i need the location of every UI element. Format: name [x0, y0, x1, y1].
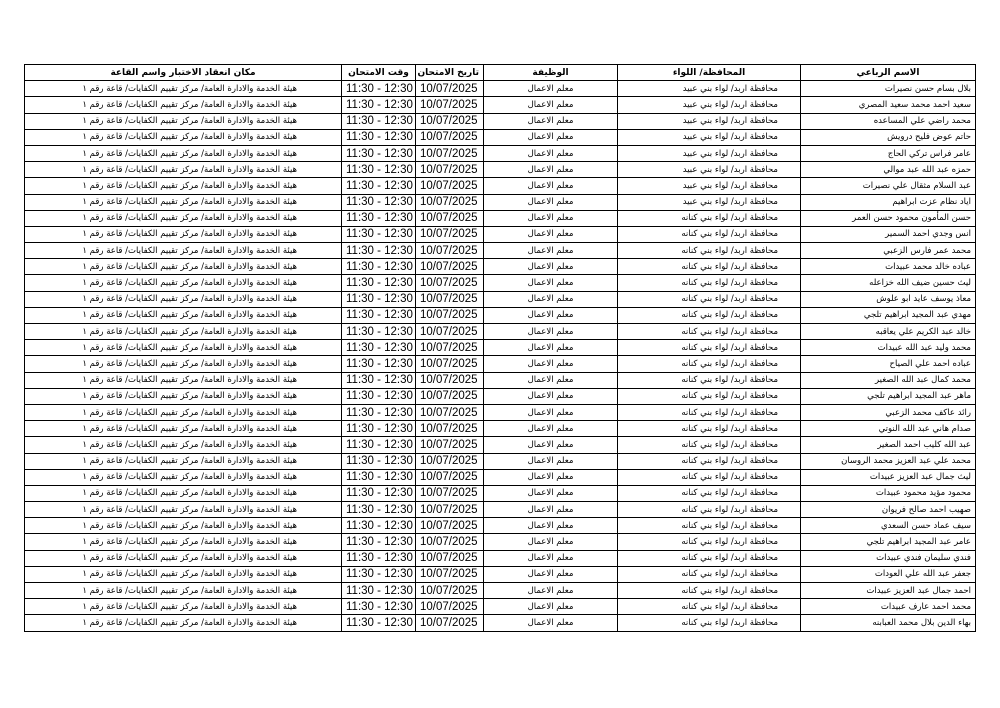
- cell-job: معلم الاعمال: [484, 469, 618, 485]
- cell-time: 11:30 - 12:30: [342, 81, 416, 97]
- cell-governorate: محافظة اربد/ لواء بني كنانه: [618, 404, 801, 420]
- table-row: [25, 583, 976, 599]
- cell-time: 11:30 - 12:30: [342, 421, 416, 437]
- cell-date: 10/07/2025: [416, 324, 484, 340]
- cell-name: ليث جمال عبد العزيز عبيدات: [801, 469, 976, 485]
- table-row: [25, 421, 976, 437]
- cell-place: هيئة الخدمة والادارة العامة/ مركز تقييم الكفايات/ قاعة رقم ١: [25, 566, 342, 582]
- cell-time: 11:30 - 12:30: [342, 97, 416, 113]
- table-row: [25, 453, 976, 469]
- cell-place: هيئة الخدمة والادارة العامة/ مركز تقييم الكفايات/ قاعة رقم ١: [25, 502, 342, 518]
- cell-job: معلم الاعمال: [484, 534, 618, 550]
- cell-time: 11:30 - 12:30: [342, 226, 416, 242]
- table-row: [25, 113, 976, 129]
- cell-time: 11:30 - 12:30: [342, 194, 416, 210]
- table-row: [25, 259, 976, 275]
- table-row: [25, 534, 976, 550]
- cell-governorate: محافظة اربد/ لواء بني عبيد: [618, 178, 801, 194]
- cell-place: هيئة الخدمة والادارة العامة/ مركز تقييم الكفايات/ قاعة رقم ١: [25, 145, 342, 161]
- cell-governorate: محافظة اربد/ لواء بني عبيد: [618, 194, 801, 210]
- table-row: [25, 81, 976, 97]
- cell-date: 10/07/2025: [416, 534, 484, 550]
- cell-governorate: محافظة اربد/ لواء بني كنانه: [618, 324, 801, 340]
- cell-date: 10/07/2025: [416, 340, 484, 356]
- cell-time: 11:30 - 12:30: [342, 534, 416, 550]
- cell-time: 11:30 - 12:30: [342, 437, 416, 453]
- table-row: [25, 194, 976, 210]
- cell-place: هيئة الخدمة والادارة العامة/ مركز تقييم الكفايات/ قاعة رقم ١: [25, 583, 342, 599]
- table-row: [25, 550, 976, 566]
- header-place: مكان انعقاد الاختبار واسم القاعة: [25, 65, 342, 81]
- cell-place: هيئة الخدمة والادارة العامة/ مركز تقييم الكفايات/ قاعة رقم ١: [25, 81, 342, 97]
- cell-time: 11:30 - 12:30: [342, 340, 416, 356]
- cell-governorate: محافظة اربد/ لواء بني كنانه: [618, 275, 801, 291]
- header-name: الاسم الرباعي: [801, 65, 976, 81]
- cell-job: معلم الاعمال: [484, 145, 618, 161]
- cell-date: 10/07/2025: [416, 226, 484, 242]
- cell-place: هيئة الخدمة والادارة العامة/ مركز تقييم الكفايات/ قاعة رقم ١: [25, 453, 342, 469]
- cell-job: معلم الاعمال: [484, 421, 618, 437]
- table-row: [25, 307, 976, 323]
- cell-date: 10/07/2025: [416, 518, 484, 534]
- table-row: [25, 324, 976, 340]
- cell-time: 11:30 - 12:30: [342, 291, 416, 307]
- header-row: [25, 65, 976, 81]
- cell-place: هيئة الخدمة والادارة العامة/ مركز تقييم الكفايات/ قاعة رقم ١: [25, 210, 342, 226]
- cell-governorate: محافظة اربد/ لواء بني كنانه: [618, 502, 801, 518]
- cell-date: 10/07/2025: [416, 372, 484, 388]
- cell-time: 11:30 - 12:30: [342, 129, 416, 145]
- cell-time: 11:30 - 12:30: [342, 453, 416, 469]
- table-row: [25, 291, 976, 307]
- cell-governorate: محافظة اربد/ لواء بني كنانه: [618, 615, 801, 631]
- cell-name: عامر فراس تركي الحاج: [801, 145, 976, 161]
- cell-name: سيف عماد حسن السعدي: [801, 518, 976, 534]
- cell-date: 10/07/2025: [416, 145, 484, 161]
- cell-date: 10/07/2025: [416, 404, 484, 420]
- cell-date: 10/07/2025: [416, 583, 484, 599]
- table-row: [25, 518, 976, 534]
- cell-job: معلم الاعمال: [484, 453, 618, 469]
- cell-time: 11:30 - 12:30: [342, 210, 416, 226]
- cell-governorate: محافظة اربد/ لواء بني كنانه: [618, 259, 801, 275]
- cell-time: 11:30 - 12:30: [342, 485, 416, 501]
- cell-governorate: محافظة اربد/ لواء بني عبيد: [618, 129, 801, 145]
- cell-place: هيئة الخدمة والادارة العامة/ مركز تقييم الكفايات/ قاعة رقم ١: [25, 421, 342, 437]
- cell-time: 11:30 - 12:30: [342, 178, 416, 194]
- cell-place: هيئة الخدمة والادارة العامة/ مركز تقييم الكفايات/ قاعة رقم ١: [25, 372, 342, 388]
- cell-name: سعيد احمد محمد سعيد المصري: [801, 97, 976, 113]
- table-row: [25, 372, 976, 388]
- exam-schedule-sheet: [24, 64, 975, 632]
- cell-time: 11:30 - 12:30: [342, 259, 416, 275]
- cell-date: 10/07/2025: [416, 129, 484, 145]
- cell-job: معلم الاعمال: [484, 210, 618, 226]
- exam-schedule-table: [24, 64, 976, 632]
- cell-job: معلم الاعمال: [484, 372, 618, 388]
- cell-date: 10/07/2025: [416, 97, 484, 113]
- cell-governorate: محافظة اربد/ لواء بني كنانه: [618, 307, 801, 323]
- header-job: الوظيفة: [484, 65, 618, 81]
- cell-time: 11:30 - 12:30: [342, 518, 416, 534]
- cell-job: معلم الاعمال: [484, 307, 618, 323]
- cell-place: هيئة الخدمة والادارة العامة/ مركز تقييم الكفايات/ قاعة رقم ١: [25, 599, 342, 615]
- cell-date: 10/07/2025: [416, 275, 484, 291]
- cell-date: 10/07/2025: [416, 453, 484, 469]
- cell-job: معلم الاعمال: [484, 599, 618, 615]
- table-row: [25, 388, 976, 404]
- table-row: [25, 162, 976, 178]
- cell-name: محمود مؤيد محمود عبيدات: [801, 485, 976, 501]
- cell-date: 10/07/2025: [416, 210, 484, 226]
- table-row: [25, 275, 976, 291]
- table-row: [25, 356, 976, 372]
- cell-job: معلم الاعمال: [484, 437, 618, 453]
- cell-name: اياد نظام عزت ابراهيم: [801, 194, 976, 210]
- cell-date: 10/07/2025: [416, 485, 484, 501]
- cell-governorate: محافظة اربد/ لواء بني كنانه: [618, 583, 801, 599]
- cell-date: 10/07/2025: [416, 113, 484, 129]
- cell-time: 11:30 - 12:30: [342, 243, 416, 259]
- cell-place: هيئة الخدمة والادارة العامة/ مركز تقييم الكفايات/ قاعة رقم ١: [25, 518, 342, 534]
- cell-job: معلم الاعمال: [484, 226, 618, 242]
- cell-name: احمد جمال عبد العزيز عبيدات: [801, 583, 976, 599]
- cell-place: هيئة الخدمة والادارة العامة/ مركز تقييم الكفايات/ قاعة رقم ١: [25, 388, 342, 404]
- table-row: [25, 485, 976, 501]
- cell-job: معلم الاعمال: [484, 259, 618, 275]
- cell-time: 11:30 - 12:30: [342, 583, 416, 599]
- cell-governorate: محافظة اربد/ لواء بني كنانه: [618, 356, 801, 372]
- cell-governorate: محافظة اربد/ لواء بني كنانه: [618, 485, 801, 501]
- cell-job: معلم الاعمال: [484, 583, 618, 599]
- cell-job: معلم الاعمال: [484, 97, 618, 113]
- cell-name: محمد علي عبد العزيز محمد الروسان: [801, 453, 976, 469]
- cell-place: هيئة الخدمة والادارة العامة/ مركز تقييم الكفايات/ قاعة رقم ١: [25, 162, 342, 178]
- cell-time: 11:30 - 12:30: [342, 599, 416, 615]
- cell-job: معلم الاعمال: [484, 340, 618, 356]
- cell-job: معلم الاعمال: [484, 356, 618, 372]
- cell-date: 10/07/2025: [416, 502, 484, 518]
- table-row: [25, 97, 976, 113]
- cell-job: معلم الاعمال: [484, 404, 618, 420]
- table-row: [25, 404, 976, 420]
- cell-name: فندي سليمان فندي عبيدات: [801, 550, 976, 566]
- cell-date: 10/07/2025: [416, 566, 484, 582]
- cell-place: هيئة الخدمة والادارة العامة/ مركز تقييم الكفايات/ قاعة رقم ١: [25, 404, 342, 420]
- cell-place: هيئة الخدمة والادارة العامة/ مركز تقييم الكفايات/ قاعة رقم ١: [25, 226, 342, 242]
- table-row: [25, 566, 976, 582]
- cell-date: 10/07/2025: [416, 259, 484, 275]
- cell-date: 10/07/2025: [416, 388, 484, 404]
- table-row: [25, 437, 976, 453]
- cell-time: 11:30 - 12:30: [342, 615, 416, 631]
- cell-place: هيئة الخدمة والادارة العامة/ مركز تقييم الكفايات/ قاعة رقم ١: [25, 550, 342, 566]
- table-row: [25, 502, 976, 518]
- cell-place: هيئة الخدمة والادارة العامة/ مركز تقييم الكفايات/ قاعة رقم ١: [25, 340, 342, 356]
- cell-governorate: محافظة اربد/ لواء بني كنانه: [618, 210, 801, 226]
- table-row: [25, 145, 976, 161]
- cell-name: عبد السلام مثقال علي نصيرات: [801, 178, 976, 194]
- cell-name: حاتم عوض فليح درويش: [801, 129, 976, 145]
- cell-name: محمد وليد عبد الله عبيدات: [801, 340, 976, 356]
- cell-governorate: محافظة اربد/ لواء بني عبيد: [618, 145, 801, 161]
- table-row: [25, 469, 976, 485]
- table-row: [25, 340, 976, 356]
- cell-date: 10/07/2025: [416, 437, 484, 453]
- cell-governorate: محافظة اربد/ لواء بني كنانه: [618, 518, 801, 534]
- cell-place: هيئة الخدمة والادارة العامة/ مركز تقييم الكفايات/ قاعة رقم ١: [25, 178, 342, 194]
- cell-place: هيئة الخدمة والادارة العامة/ مركز تقييم الكفايات/ قاعة رقم ١: [25, 113, 342, 129]
- table-row: [25, 226, 976, 242]
- cell-name: ليث حسين ضيف الله خزاعله: [801, 275, 976, 291]
- cell-job: معلم الاعمال: [484, 178, 618, 194]
- cell-job: معلم الاعمال: [484, 485, 618, 501]
- cell-governorate: محافظة اربد/ لواء بني كنانه: [618, 550, 801, 566]
- cell-name: جعفر عبد الله علي العودات: [801, 566, 976, 582]
- cell-governorate: محافظة اربد/ لواء بني كنانه: [618, 226, 801, 242]
- cell-governorate: محافظة اربد/ لواء بني عبيد: [618, 113, 801, 129]
- cell-date: 10/07/2025: [416, 550, 484, 566]
- cell-place: هيئة الخدمة والادارة العامة/ مركز تقييم الكفايات/ قاعة رقم ١: [25, 243, 342, 259]
- cell-place: هيئة الخدمة والادارة العامة/ مركز تقييم الكفايات/ قاعة رقم ١: [25, 275, 342, 291]
- cell-job: معلم الاعمال: [484, 194, 618, 210]
- cell-governorate: محافظة اربد/ لواء بني كنانه: [618, 340, 801, 356]
- cell-name: عبد الله كليب احمد الصغير: [801, 437, 976, 453]
- cell-job: معلم الاعمال: [484, 291, 618, 307]
- cell-place: هيئة الخدمة والادارة العامة/ مركز تقييم الكفايات/ قاعة رقم ١: [25, 615, 342, 631]
- header-time: وقت الامتحان: [342, 65, 416, 81]
- cell-name: ماهر عبد المجيد ابراهيم تلجي: [801, 388, 976, 404]
- cell-name: عباده احمد علي الصياح: [801, 356, 976, 372]
- cell-name: عامر عبد المجيد ابراهيم تلجي: [801, 534, 976, 550]
- table-row: [25, 243, 976, 259]
- cell-job: معلم الاعمال: [484, 81, 618, 97]
- cell-date: 10/07/2025: [416, 356, 484, 372]
- cell-date: 10/07/2025: [416, 599, 484, 615]
- cell-time: 11:30 - 12:30: [342, 502, 416, 518]
- cell-name: محمد عمر فارس الزعبي: [801, 243, 976, 259]
- table-row: [25, 129, 976, 145]
- cell-date: 10/07/2025: [416, 615, 484, 631]
- cell-place: هيئة الخدمة والادارة العامة/ مركز تقييم الكفايات/ قاعة رقم ١: [25, 485, 342, 501]
- cell-time: 11:30 - 12:30: [342, 388, 416, 404]
- cell-place: هيئة الخدمة والادارة العامة/ مركز تقييم الكفايات/ قاعة رقم ١: [25, 97, 342, 113]
- cell-place: هيئة الخدمة والادارة العامة/ مركز تقييم الكفايات/ قاعة رقم ١: [25, 324, 342, 340]
- table-row: [25, 178, 976, 194]
- cell-name: محمد راضي علي المساعده: [801, 113, 976, 129]
- cell-time: 11:30 - 12:30: [342, 469, 416, 485]
- cell-time: 11:30 - 12:30: [342, 307, 416, 323]
- cell-time: 11:30 - 12:30: [342, 404, 416, 420]
- cell-time: 11:30 - 12:30: [342, 275, 416, 291]
- cell-date: 10/07/2025: [416, 421, 484, 437]
- cell-time: 11:30 - 12:30: [342, 324, 416, 340]
- cell-name: صهيب احمد صالح فريوان: [801, 502, 976, 518]
- cell-governorate: محافظة اربد/ لواء بني كنانه: [618, 243, 801, 259]
- cell-governorate: محافظة اربد/ لواء بني عبيد: [618, 97, 801, 113]
- cell-time: 11:30 - 12:30: [342, 113, 416, 129]
- cell-place: هيئة الخدمة والادارة العامة/ مركز تقييم الكفايات/ قاعة رقم ١: [25, 469, 342, 485]
- cell-date: 10/07/2025: [416, 469, 484, 485]
- cell-name: عباده خالد محمد عبيدات: [801, 259, 976, 275]
- cell-time: 11:30 - 12:30: [342, 162, 416, 178]
- cell-time: 11:30 - 12:30: [342, 145, 416, 161]
- cell-job: معلم الاعمال: [484, 502, 618, 518]
- cell-name: معاذ يوسف عايد ابو علوش: [801, 291, 976, 307]
- cell-governorate: محافظة اربد/ لواء بني كنانه: [618, 291, 801, 307]
- cell-governorate: محافظة اربد/ لواء بني عبيد: [618, 81, 801, 97]
- table-row: [25, 615, 976, 631]
- cell-place: هيئة الخدمة والادارة العامة/ مركز تقييم الكفايات/ قاعة رقم ١: [25, 534, 342, 550]
- cell-name: خالد عبد الكريم علي يعاقبه: [801, 324, 976, 340]
- cell-job: معلم الاعمال: [484, 518, 618, 534]
- cell-place: هيئة الخدمة والادارة العامة/ مركز تقييم الكفايات/ قاعة رقم ١: [25, 259, 342, 275]
- cell-time: 11:30 - 12:30: [342, 550, 416, 566]
- cell-place: هيئة الخدمة والادارة العامة/ مركز تقييم الكفايات/ قاعة رقم ١: [25, 194, 342, 210]
- cell-time: 11:30 - 12:30: [342, 566, 416, 582]
- cell-name: مهدي عبد المجيد ابراهيم تلجي: [801, 307, 976, 323]
- cell-governorate: محافظة اربد/ لواء بني كنانه: [618, 421, 801, 437]
- cell-place: هيئة الخدمة والادارة العامة/ مركز تقييم الكفايات/ قاعة رقم ١: [25, 291, 342, 307]
- cell-name: انس وجدي احمد السمير: [801, 226, 976, 242]
- cell-time: 11:30 - 12:30: [342, 356, 416, 372]
- cell-governorate: محافظة اربد/ لواء بني كنانه: [618, 388, 801, 404]
- cell-job: معلم الاعمال: [484, 113, 618, 129]
- cell-governorate: محافظة اربد/ لواء بني كنانه: [618, 453, 801, 469]
- cell-date: 10/07/2025: [416, 178, 484, 194]
- cell-place: هيئة الخدمة والادارة العامة/ مركز تقييم الكفايات/ قاعة رقم ١: [25, 129, 342, 145]
- cell-job: معلم الاعمال: [484, 129, 618, 145]
- cell-name: بهاء الدين بلال محمد العبابنه: [801, 615, 976, 631]
- cell-name: محمد احمد عارف عبيدات: [801, 599, 976, 615]
- cell-job: معلم الاعمال: [484, 388, 618, 404]
- table-row: [25, 599, 976, 615]
- cell-time: 11:30 - 12:30: [342, 372, 416, 388]
- cell-governorate: محافظة اربد/ لواء بني كنانه: [618, 599, 801, 615]
- cell-job: معلم الاعمال: [484, 243, 618, 259]
- header-governorate: المحافظة/ اللواء: [618, 65, 801, 81]
- table-row: [25, 210, 976, 226]
- cell-job: معلم الاعمال: [484, 275, 618, 291]
- cell-governorate: محافظة اربد/ لواء بني كنانه: [618, 437, 801, 453]
- cell-date: 10/07/2025: [416, 194, 484, 210]
- cell-job: معلم الاعمال: [484, 324, 618, 340]
- cell-governorate: محافظة اربد/ لواء بني كنانه: [618, 566, 801, 582]
- cell-date: 10/07/2025: [416, 81, 484, 97]
- cell-name: محمد كمال عبد الله الصغير: [801, 372, 976, 388]
- cell-place: هيئة الخدمة والادارة العامة/ مركز تقييم الكفايات/ قاعة رقم ١: [25, 356, 342, 372]
- cell-name: صدام هاني عبد الله النوتي: [801, 421, 976, 437]
- table-body: [25, 81, 976, 631]
- cell-name: حسن المأمون محمود حسن العمر: [801, 210, 976, 226]
- cell-place: هيئة الخدمة والادارة العامة/ مركز تقييم الكفايات/ قاعة رقم ١: [25, 437, 342, 453]
- cell-date: 10/07/2025: [416, 291, 484, 307]
- cell-name: بلال بسام حسن نصيرات: [801, 81, 976, 97]
- cell-date: 10/07/2025: [416, 162, 484, 178]
- cell-place: هيئة الخدمة والادارة العامة/ مركز تقييم الكفايات/ قاعة رقم ١: [25, 307, 342, 323]
- cell-name: رائد عاكف محمد الزعبي: [801, 404, 976, 420]
- cell-governorate: محافظة اربد/ لواء بني كنانه: [618, 534, 801, 550]
- cell-governorate: محافظة اربد/ لواء بني عبيد: [618, 162, 801, 178]
- cell-job: معلم الاعمال: [484, 550, 618, 566]
- cell-governorate: محافظة اربد/ لواء بني كنانه: [618, 469, 801, 485]
- cell-job: معلم الاعمال: [484, 162, 618, 178]
- cell-governorate: محافظة اربد/ لواء بني كنانه: [618, 372, 801, 388]
- cell-date: 10/07/2025: [416, 307, 484, 323]
- cell-date: 10/07/2025: [416, 243, 484, 259]
- cell-job: معلم الاعمال: [484, 615, 618, 631]
- cell-name: حمزه عبد الله عبد موالي: [801, 162, 976, 178]
- header-date: تاريخ الامتحان: [416, 65, 484, 81]
- cell-job: معلم الاعمال: [484, 566, 618, 582]
